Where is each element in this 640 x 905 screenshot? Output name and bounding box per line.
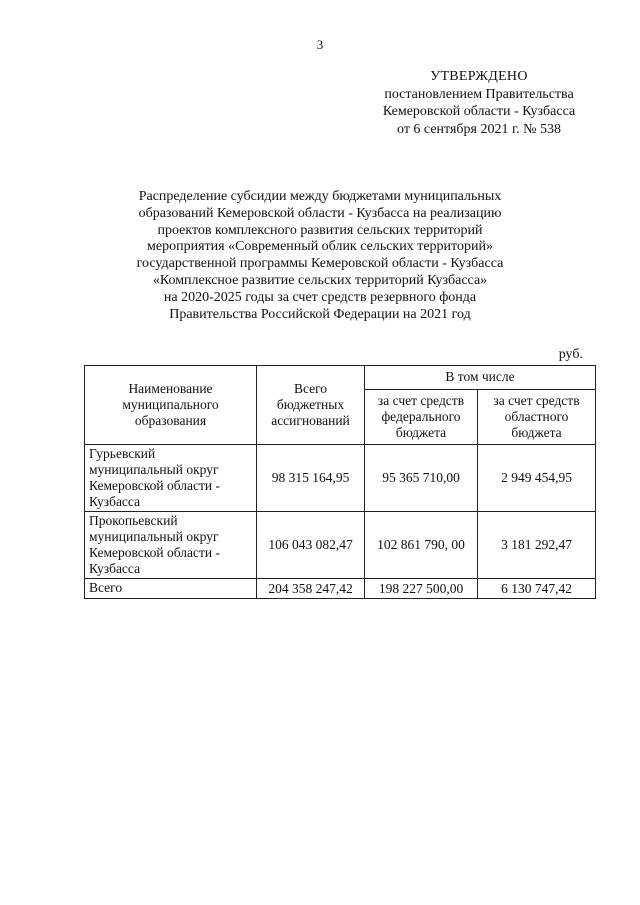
table-total-row [85, 579, 596, 599]
page-number: 3 [316, 37, 324, 52]
approval-line-2: Кемеровской области - Кузбасса [382, 104, 576, 119]
approval-stamp [355, 68, 603, 138]
total-label: Всего [85, 579, 257, 599]
title-line: государственной программы Кемеровской области - Кузбасса [136, 256, 504, 272]
subsidy-table [84, 365, 596, 599]
approval-line-3: от 6 сентября 2021 г. № 538 [397, 121, 561, 137]
total-regional: 6 130 747,42 [478, 579, 596, 599]
approval-heading: УТВЕРЖДЕНО [430, 69, 528, 84]
row-regional: 2 949 454,95 [478, 445, 596, 512]
title-line: мероприятия «Современный облик сельских территорий» [147, 239, 493, 255]
document-title [95, 189, 545, 323]
total-sum: 204 358 247,42 [257, 579, 365, 599]
header-total: Всего бюджетных ассигнований [257, 366, 365, 445]
header-regional: за счет средств областного бюджета [478, 389, 596, 444]
title-line: Распределение субсидии между бюджетами муниципальных [138, 189, 502, 204]
row-name: Прокопьевский муниципальный округ Кемеровской области - Кузбасса [85, 512, 257, 579]
currency-unit: руб. [558, 347, 583, 362]
row-total: 98 315 164,95 [257, 445, 365, 512]
header-name: Наименование муниципального образования [85, 366, 257, 445]
title-line: на 2020-2025 годы за счет средств резервного фонда [163, 289, 477, 305]
table-header-row [85, 366, 596, 390]
title-line: образований Кемеровской области - Кузбасса на реализацию [138, 205, 502, 221]
header-including: В том числе [365, 366, 596, 390]
total-federal: 198 227 500,00 [365, 579, 478, 599]
header-federal: за счет средств федерального бюджета [365, 389, 478, 444]
title-line: Правительства Российской Федерации на 2021 год [169, 306, 471, 322]
table-row [85, 445, 596, 512]
row-federal: 102 861 790, 00 [365, 512, 478, 579]
row-name: Гурьевский муниципальный округ Кемеровской области - Кузбасса [85, 445, 257, 512]
row-federal: 95 365 710,00 [365, 445, 478, 512]
title-line: «Комплексное развитие сельских территорий Кузбасса» [152, 272, 488, 288]
row-total: 106 043 082,47 [257, 512, 365, 579]
approval-line-1: постановлением Правительства [384, 86, 574, 102]
row-regional: 3 181 292,47 [478, 512, 596, 579]
table-row [85, 512, 596, 579]
title-line: проектов комплексного развития сельских территорий [157, 222, 483, 238]
